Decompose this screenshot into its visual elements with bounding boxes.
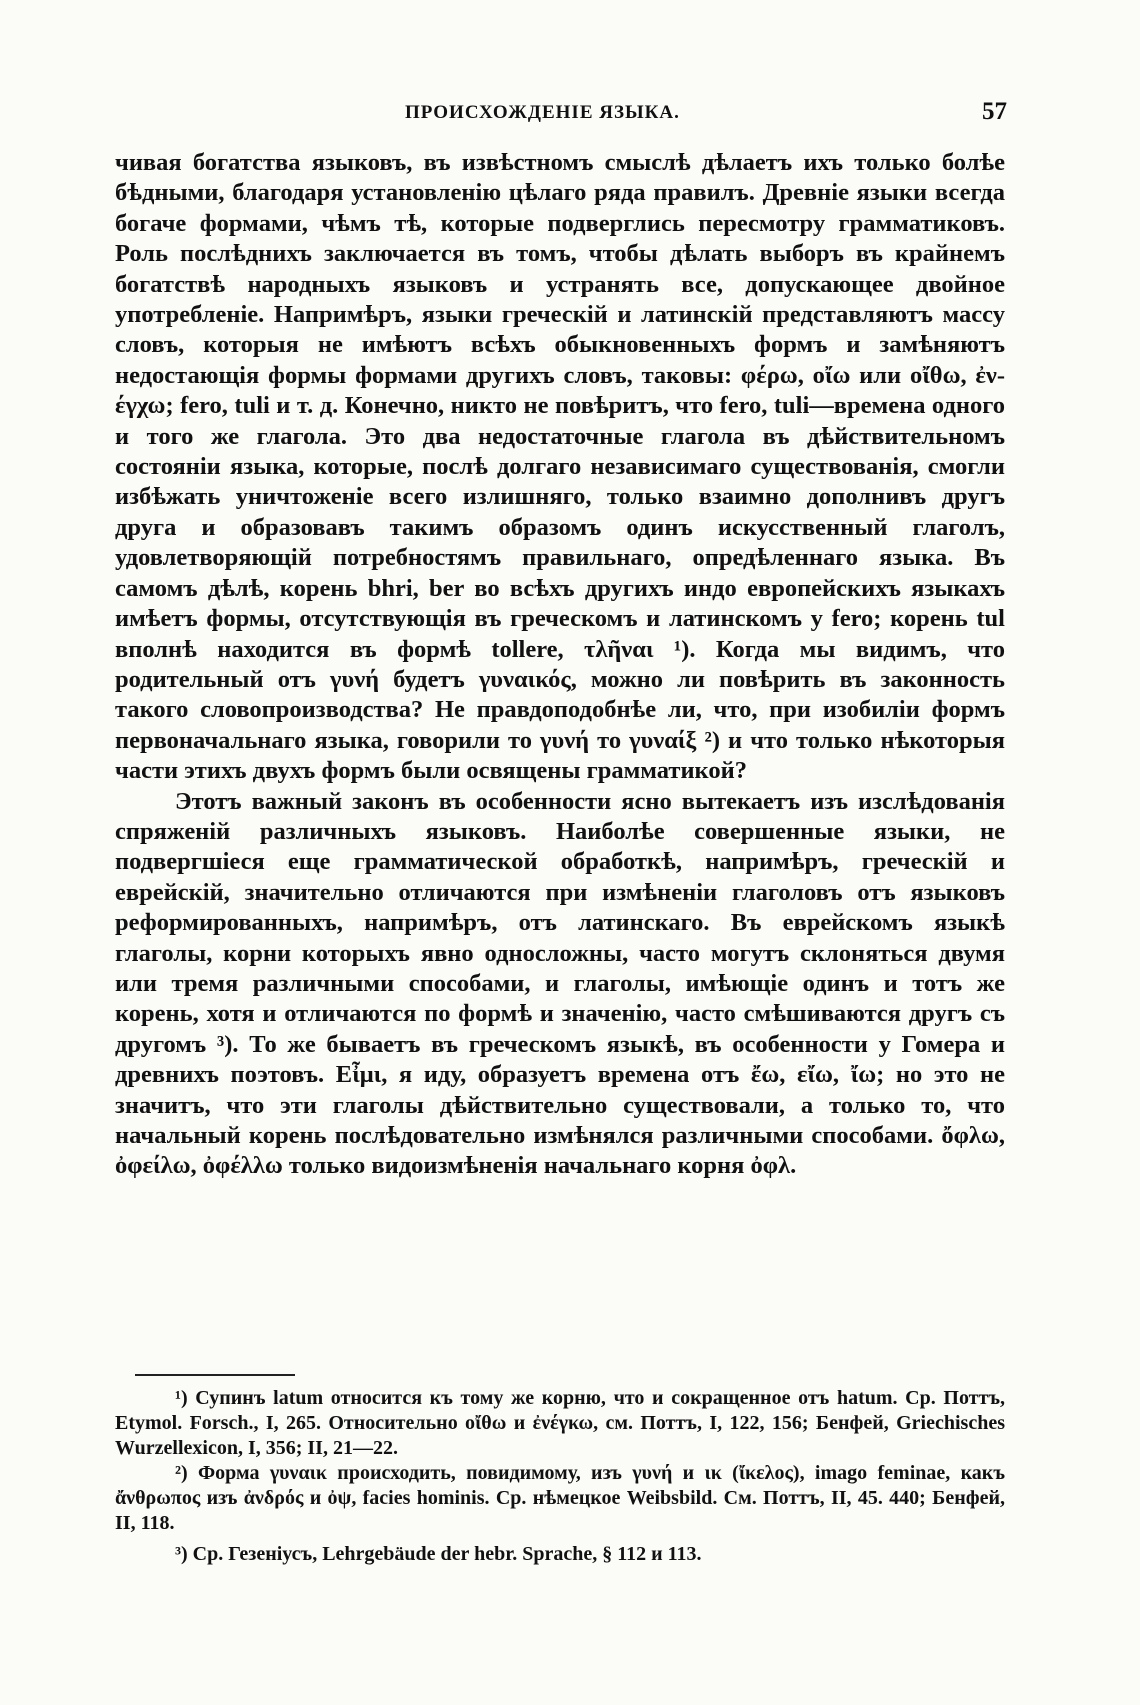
footnotes <box>115 1386 1005 1567</box>
footnote: ¹) Супинъ latum относится къ тому же корню, что и сокращенное отъ hatum. Ср. Поттъ, Etymol. Forsch., I, 265. Относительно οἴθω и ἐνέγκω, см. Поттъ, I, 122, 156; Бенфей, Griechisches Wurzellexicon, I, 356; II, 21—22. <box>115 1387 1005 1459</box>
paragraph: чивая богатства языковъ, въ извѣстномъ смыслѣ дѣлаетъ ихъ только болѣе бѣдными, благодаря установленiю цѣлаго ряда правилъ. Древнiе языки всегда богаче формами, чѣмъ тѣ, которые подверглись пересмотру грамматиковъ. Роль послѣднихъ заключается въ томъ, чтобы дѣлать выборъ въ крайнемъ богатствѣ народныхъ языковъ и устранять все, допускающее двойное употребленiе. Напримѣръ, языки греческiй и латинскiй представляютъ массу словъ, которыя не имѣютъ всѣхъ обыкновенныхъ формъ и замѣняютъ недостающiя формы формами другихъ словъ, таковы: φέρω, οἴω или οἴθω, ἐν-έγχω; fero, tuli и т. д. Конечно, никто не повѣритъ, что fero, tuli—времена одного и того же глагола. Это два недостаточные глагола въ дѣйствительномъ состоянiи языка, которые, послѣ долгаго независимаго существованiя, смогли избѣжать уничтоженiе всего излишняго, только взаимно дополнивъ другъ друга и образовавъ такимъ образомъ одинъ искусственный глаголъ, удовлетворяющiй потребностямъ правильнаго, опредѣленнаго языка. Въ самомъ дѣлѣ, корень bhri, ber во всѣхъ другихъ индо европейскихъ языкахъ имѣетъ формы, отсутствующiя въ греческомъ и латинскомъ у fero; корень tul вполнѣ находится въ формѣ tollere, τλῆναι ¹). Когда мы видимъ, что родительный отъ γυνή будетъ γυναικός, можно ли повѣрить въ законность такого словопроизводства? Не правдоподобнѣе ли, что, при изобилiи формъ первоначальнаго языка, говорили то γυνή то γυναίξ ²) и что только нѣкоторыя части этихъ двухъ формъ были освящены грамматикой? <box>115 149 1005 785</box>
page-number: 57 <box>982 98 1007 125</box>
main-text <box>115 148 1005 1182</box>
running-header <box>115 98 1007 132</box>
running-title: ПРОИСХОЖДЕНIЕ ЯЗЫКА. <box>405 102 680 123</box>
paragraph: Этотъ важный законъ въ особенности ясно вытекаетъ изъ изслѣдованiя спряженiй различныхъ языковъ. Наиболѣе совершенные языки, не подвергшiеся еще грамматической обработкѣ, напримѣръ, греческiй и еврейскiй, значительно отличаются при измѣненiи глаголовъ отъ языковъ реформированныхъ, напримѣръ, отъ латинскаго. Въ еврейскомъ языкѣ глаголы, корни которыхъ явно односложны, часто могутъ склоняться двумя или тремя различными способами, и глаголы, имѣющiе одинъ и тотъ же корень, хотя и отличаются по формѣ и значенiю, часто смѣшиваются другъ съ другомъ ³). То же бываетъ въ греческомъ языкѣ, въ особенности у Гомера и древнихъ поэтовъ. Εἶμι, я иду, образуетъ времена отъ ἔω, εἴω, ἴω; но это не значитъ, что эти глаголы дѣйствительно существовали, а только то, что начальный корень послѣдовательно измѣнялся различными способами. ὄφλω, ὀφείλω, ὀφέλλω только видоизмѣненiя начальнаго корня ὀφλ. <box>115 787 1005 1180</box>
footnote: ³) Ср. Гезенiусъ, Lehrgebäude der hebr. Sprache, § 112 и 113. <box>175 1543 702 1565</box>
footnote-divider <box>135 1374 295 1376</box>
footnote: ²) Форма γυναικ происходить, повидимому, изъ γυνή и ικ (ἴκελος), imago feminae, какъ ἄνθρωπος изъ ἀνδρός и ὀψ, facies hominis. Ср. нѣмецкое Weibsbild. См. Поттъ, II, 45. 440; Бенфей, II, 118. <box>115 1462 1005 1534</box>
